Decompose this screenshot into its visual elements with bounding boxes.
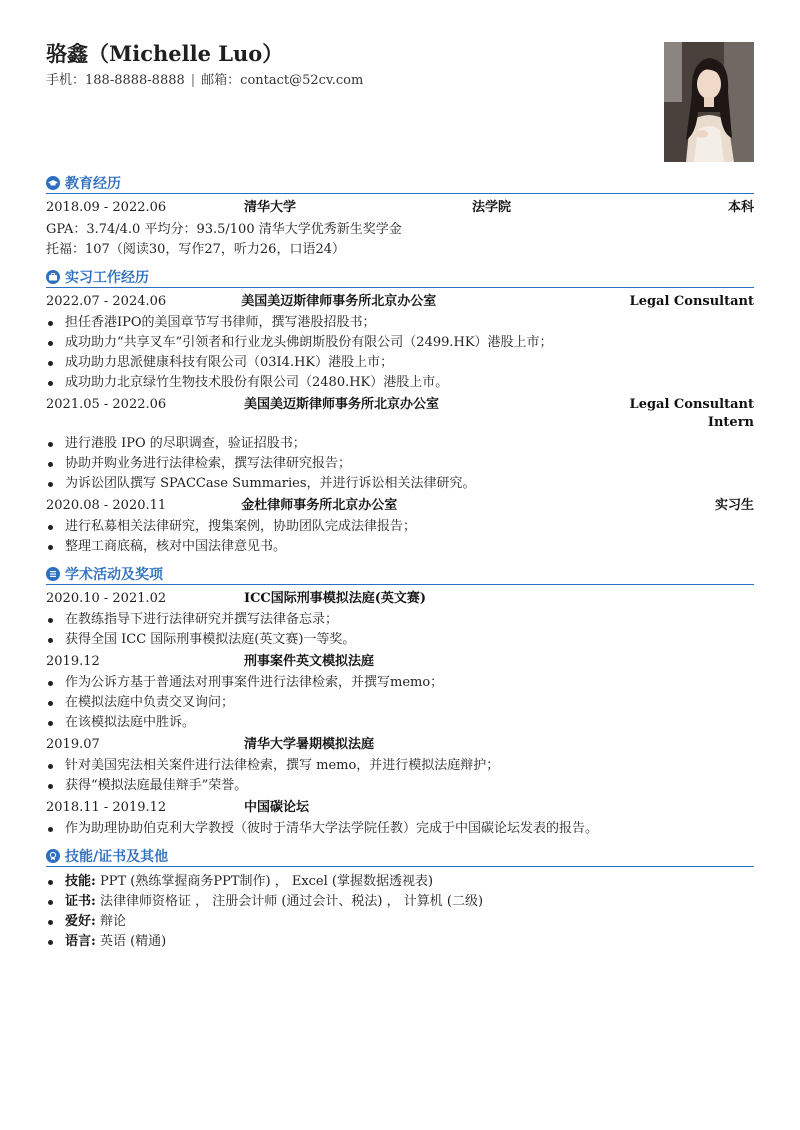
- section-header: [46, 172, 754, 194]
- activity-row: [46, 799, 754, 817]
- bullet-list: [46, 517, 754, 557]
- work-row: [46, 396, 754, 432]
- activity-entry: [46, 736, 754, 796]
- list-item: 作为助理协助伯克利大学教授（彼时于清华大学法学院任教）完成于中国碳论坛发表的报告。: [46, 819, 754, 839]
- work-entry: [46, 293, 754, 393]
- section-title: 教育经历: [65, 175, 121, 192]
- list-item: 进行私募相关法律研究，搜集案例，协助团队完成法律报告；: [46, 517, 754, 537]
- education-row: [46, 199, 754, 217]
- separator: |: [190, 73, 196, 88]
- activity-name: 清华大学暑期模拟法庭: [244, 737, 375, 752]
- education-section: [46, 172, 754, 260]
- role: 实习生: [714, 498, 754, 513]
- list-item: 为诉讼团队撰写 SPACCase Summaries，并进行诉讼相关法律研究。: [46, 474, 754, 494]
- bullet-list: [46, 610, 754, 650]
- section-title: 学术活动及奖项: [65, 566, 163, 583]
- resume-body: [46, 172, 754, 958]
- award-icon: [46, 849, 60, 863]
- list-item: 在模拟法庭中负责交叉询问；: [46, 693, 754, 713]
- bullet-list: [46, 434, 754, 494]
- list-item: 担任香港IPO的美国章节写书律师，撰写港股招股书；: [46, 313, 754, 333]
- email: 邮箱：contact@52cv.com: [201, 73, 364, 88]
- list-icon: [46, 567, 60, 581]
- date-range: 2020.08 - 2020.11: [46, 498, 167, 513]
- candidate-name: 骆鑫（Michelle Luo）: [46, 41, 284, 66]
- list-item: 获得全国 ICC 国际刑事模拟法庭(英文赛)一等奖。: [46, 630, 754, 650]
- contact-line: [46, 72, 646, 90]
- list-item: 整理工商底稿，核对中国法律意见书。: [46, 537, 754, 557]
- activities-section: [46, 563, 754, 839]
- degree: 本科: [727, 200, 754, 215]
- skill-value: PPT (熟练掌握商务PPT制作) ， Excel (掌握数据透视表): [99, 874, 434, 889]
- role: Legal Consultant: [629, 294, 754, 309]
- date-range: 2019.12: [46, 654, 100, 669]
- list-item: 成功助力北京绿竹生物技术股份有限公司（2480.HK）港股上市。: [46, 373, 754, 393]
- list-item: 获得“模拟法庭最佳辩手”荣誉。: [46, 776, 754, 796]
- section-header: [46, 563, 754, 585]
- date-range: 2020.10 - 2021.02: [46, 591, 167, 606]
- graduation-cap-icon: [46, 176, 60, 190]
- activity-entry: [46, 653, 754, 733]
- portrait-illustration: [664, 42, 754, 162]
- activity-row: [46, 590, 754, 608]
- bullet-list: [46, 819, 754, 839]
- work-entry: [46, 497, 754, 557]
- department: 法学院: [472, 200, 512, 215]
- date-range: 2022.07 - 2024.06: [46, 294, 167, 309]
- list-item: [46, 932, 754, 952]
- work-row: [46, 293, 754, 311]
- date-range: 2019.07: [46, 737, 100, 752]
- list-item: 协助并购业务进行法律检索，撰写法律研究报告；: [46, 454, 754, 474]
- skill-label: 语言:: [65, 934, 96, 949]
- skill-value: 辩论: [99, 914, 126, 929]
- spacer: [604, 396, 624, 432]
- skill-value: 法律律师资格证 ， 注册会计师 (通过会计、税法) ， 计算机 (二级): [99, 894, 484, 909]
- list-item: 在该模拟法庭中胜诉。: [46, 713, 754, 733]
- section-title: 实习工作经历: [65, 269, 149, 286]
- activity-row: [46, 736, 754, 754]
- work-section: [46, 266, 754, 557]
- role: Legal Consultant Intern: [629, 397, 754, 430]
- skill-value: 英语 (精通): [99, 934, 167, 949]
- skill-label: 爱好:: [65, 914, 96, 929]
- briefcase-icon: [46, 270, 60, 284]
- phone: 手机：188-8888-8888: [46, 73, 185, 88]
- date-range: 2021.05 - 2022.06: [46, 397, 167, 412]
- organization: 金杜律师事务所北京办公室: [241, 498, 398, 513]
- list-item: [46, 912, 754, 932]
- activity-entry: [46, 590, 754, 650]
- activity-row: [46, 653, 754, 671]
- date-range: 2018.11 - 2019.12: [46, 800, 167, 815]
- education-detail: GPA：3.74/4.0 平均分：93.5/100 清华大学优秀新生奖学金: [46, 222, 402, 237]
- profile-photo: [664, 42, 754, 162]
- section-header: [46, 845, 754, 867]
- bullet-list: [46, 313, 754, 393]
- list-item: 进行港股 IPO 的尽职调查，验证招股书；: [46, 434, 754, 454]
- organization: 美国美迈斯律师事务所北京办公室: [244, 397, 440, 412]
- activity-entry: [46, 799, 754, 839]
- organization: 美国美迈斯律师事务所北京办公室: [241, 294, 437, 309]
- activity-name: 中国碳论坛: [244, 800, 310, 815]
- activity-name: ICC国际刑事模拟法庭(英文赛): [244, 591, 427, 606]
- work-entry: [46, 396, 754, 494]
- list-item: 成功助力“共享叉车”引领者和行业龙头佛朗斯股份有限公司（2499.HK）港股上市；: [46, 333, 754, 353]
- bullet-list: [46, 673, 754, 733]
- date-range: 2018.09 - 2022.06: [46, 200, 167, 215]
- education-detail: 托福：107（阅读30，写作27，听力26，口语24）: [46, 242, 345, 257]
- list-item: 作为公诉方基于普通法对刑事案件进行法律检索，并撰写memo；: [46, 673, 754, 693]
- list-item: [46, 872, 754, 892]
- bullet-list: [46, 872, 754, 952]
- bullet-list: [46, 756, 754, 796]
- skill-label: 证书:: [65, 894, 96, 909]
- list-item: 在教练指导下进行法律研究并撰写法律备忘录；: [46, 610, 754, 630]
- school-name: 清华大学: [244, 200, 297, 215]
- skill-label: 技能:: [65, 874, 96, 889]
- resume-header: [46, 40, 646, 90]
- section-title: 技能/证书及其他: [65, 848, 169, 865]
- section-header: [46, 266, 754, 288]
- activity-name: 刑事案件英文模拟法庭: [244, 654, 375, 669]
- list-item: [46, 892, 754, 912]
- work-row: [46, 497, 754, 515]
- list-item: 成功助力思派健康科技有限公司（03I4.HK）港股上市；: [46, 353, 754, 373]
- list-item: 针对美国宪法相关案件进行法律检索，撰写 memo，并进行模拟法庭辩护；: [46, 756, 754, 776]
- skills-section: [46, 845, 754, 952]
